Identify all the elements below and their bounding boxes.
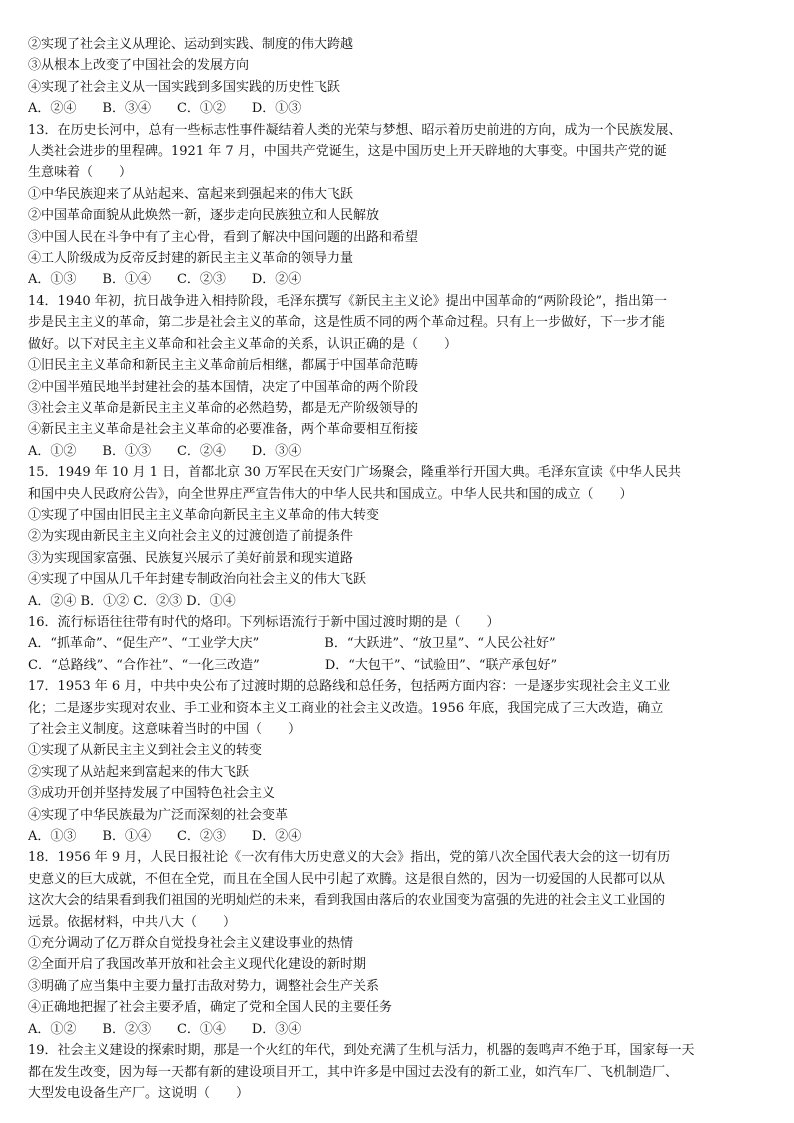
answer-options: A．①③ B．①④ C．②③ D．②④ <box>28 829 302 845</box>
question-15-stem: 15．1949 年 10 月 1 日，首都北京 30 万军民在天安门广场聚会，隆重举行开国大典。毛泽东宣读《中华人民共 <box>28 465 681 481</box>
question-13-stem: 13．在历史长河中，总有一些标志性事件凝结着人类的光荣与梦想、昭示着历史前进的方向，成为一个民族发展、 <box>28 122 682 138</box>
text-line: ②全面开启了我国改革开放和社会主义现代化建设的新时期 <box>28 957 367 973</box>
question-18-stem: 这次大会的结果看到我们祖国的光明灿烂的未来，看到我国由落后的农业国变为富强的先进的社会主义工业国的 <box>28 893 666 909</box>
answer-options: C．“总路线”、“合作社”、“一化三改造” D．“大包干”、“试验田”、“联产承包好” <box>28 657 558 673</box>
answer-options: A．①② B．②③ C．①④ D．③④ <box>28 1021 302 1037</box>
text-line: ③为实现国家富强、民族复兴展示了美好前景和现实道路 <box>28 550 354 566</box>
question-18-stem: 18．1956 年 9 月，人民日报社论《一次有伟大历史意义的大会》指出，党的第八次全国代表大会的这一切有历 <box>28 850 671 866</box>
text-line: ①实现了中国由旧民主主义革命向新民主主义革命的伟大转变 <box>28 507 380 523</box>
question-13-stem: 人类社会进步的里程碑。1921 年 7 月，中国共产党诞生，这是中国历史上开天辟地的大事变。中国共产党的诞 <box>28 144 667 160</box>
text-line: ③中国人民在斗争中有了主心骨，看到了解决中国问题的出路和希望 <box>28 229 419 245</box>
text-line: ④新民主主义革命是社会主义革命的必要准备，两个革命要相互衔接 <box>28 422 419 438</box>
question-14-stem: 14．1940 年初，抗日战争进入相持阶段，毛泽东撰写《新民主主义论》提出中国革命的“两阶段论”，指出第一 <box>28 293 668 309</box>
text-line: ④实现了中华民族最为广泛而深刻的社会变革 <box>28 807 289 823</box>
question-18-stem: 史意义的巨大成就，不但在全党，而且在全国人民中引起了欢腾。这是很自然的，因为一切爱国的人民都可以从 <box>28 871 666 887</box>
text-line: ③社会主义革命是新民主主义革命的必然趋势，都是无产阶级领导的 <box>28 400 419 416</box>
text-line: ③成功开创并坚持发展了中国特色社会主义 <box>28 786 276 802</box>
text-line: ①实现了从新民主主义到社会主义的转变 <box>28 743 263 759</box>
question-19-stem: 大型发电设备生产厂。这说明（ ） <box>28 1085 250 1101</box>
text-line: ④工人阶级成为反帝反封建的新民主主义革命的领导力量 <box>28 251 354 267</box>
answer-options: A．“抓革命”、“促生产”、“工业学大庆” B．“大跃进”、“放卫星”、“人民公社好” <box>28 636 556 652</box>
text-line: ③从根本上改变了中国社会的发展方向 <box>28 58 250 74</box>
question-14-stem: 步是民主主义的革命，第二步是社会主义的革命，这是性质不同的两个革命过程。只有上一步做好，下一步才能 <box>28 315 666 331</box>
question-15-stem: 和国中央人民政府公告》，向全世界庄严宣告伟大的中华人民共和国成立。中华人民共和国的成立（ ） <box>28 486 633 502</box>
question-14-stem: 做好。以下对民主主义革命和社会主义革命的关系，认识正确的是（ ） <box>28 336 458 352</box>
text-line: ④实现了社会主义从一国实践到多国实践的历史性飞跃 <box>28 79 341 95</box>
text-line: ②实现了社会主义从理论、运动到实践、制度的伟大跨越 <box>28 37 354 52</box>
text-line: ②实现了从站起来到富起来的伟大飞跃 <box>28 764 250 780</box>
answer-options: A．①② B．①③ C．②④ D．③④ <box>28 443 302 459</box>
text-line: ②为实现由新民主主义向社会主义的过渡创造了前提条件 <box>28 529 354 545</box>
question-16-stem: 16．流行标语往往带有时代的烙印。下列标语流行于新中国过渡时期的是（ ） <box>28 614 500 630</box>
text-line: ①充分调动了亿万群众自觉投身社会主义建设事业的热情 <box>28 936 354 952</box>
question-17-stem: 化；二是逐步实现对农业、手工业和资本主义工商业的社会主义改造。1956 年底，我国完成了三大改造，确立 <box>28 700 664 716</box>
text-line: ②中国半殖民地半封建社会的基本国情，决定了中国革命的两个阶段 <box>28 379 419 395</box>
question-13-stem: 生意味着（ ） <box>28 165 133 181</box>
text-line: ④正确地把握了社会主要矛盾，确定了党和全国人民的主要任务 <box>28 1000 393 1016</box>
text-line: ①中华民族迎来了从站起来、富起来到强起来的伟大飞跃 <box>28 186 354 202</box>
answer-options: A．②④ B．①② C．②③ D．①④ <box>28 593 236 609</box>
text-line: ③明确了应当集中主要力量打击敌对势力，调整社会生产关系 <box>28 978 380 994</box>
question-17-stem: 17．1953 年 6 月，中共中央公布了过渡时期的总路线和总任务，包括两方面内容：一是逐步实现社会主义工业 <box>28 679 671 695</box>
answer-options: A．①③ B．①④ C．②③ D．②④ <box>28 272 302 288</box>
question-17-stem: 了社会主义制度。这意味着当时的中国（ ） <box>28 722 302 737</box>
text-line: ④实现了中国从几千年封建专制政治向社会主义的伟大飞跃 <box>28 572 367 588</box>
answer-options: A．②④ B．③④ C．①② D．①③ <box>28 101 302 117</box>
question-19-stem: 19．社会主义建设的探索时期，那是一个火红的年代，到处充满了生机与活力，机器的轰鸣声不绝于耳，国家每一天 <box>28 1043 695 1059</box>
text-line: ②中国革命面貌从此焕然一新，逐步走向民族独立和人民解放 <box>28 208 380 224</box>
question-18-stem: 远景。依据材料，中共八大（ ） <box>28 914 237 930</box>
text-line: ①旧民主主义革命和新民主主义革命前后相继，都属于中国革命范畴 <box>28 358 419 374</box>
question-19-stem: 都在发生改变，因为每一天都有新的建设项目开工，其中许多是中国过去没有的新工业，如汽车厂、飞机制造厂、 <box>28 1064 679 1080</box>
